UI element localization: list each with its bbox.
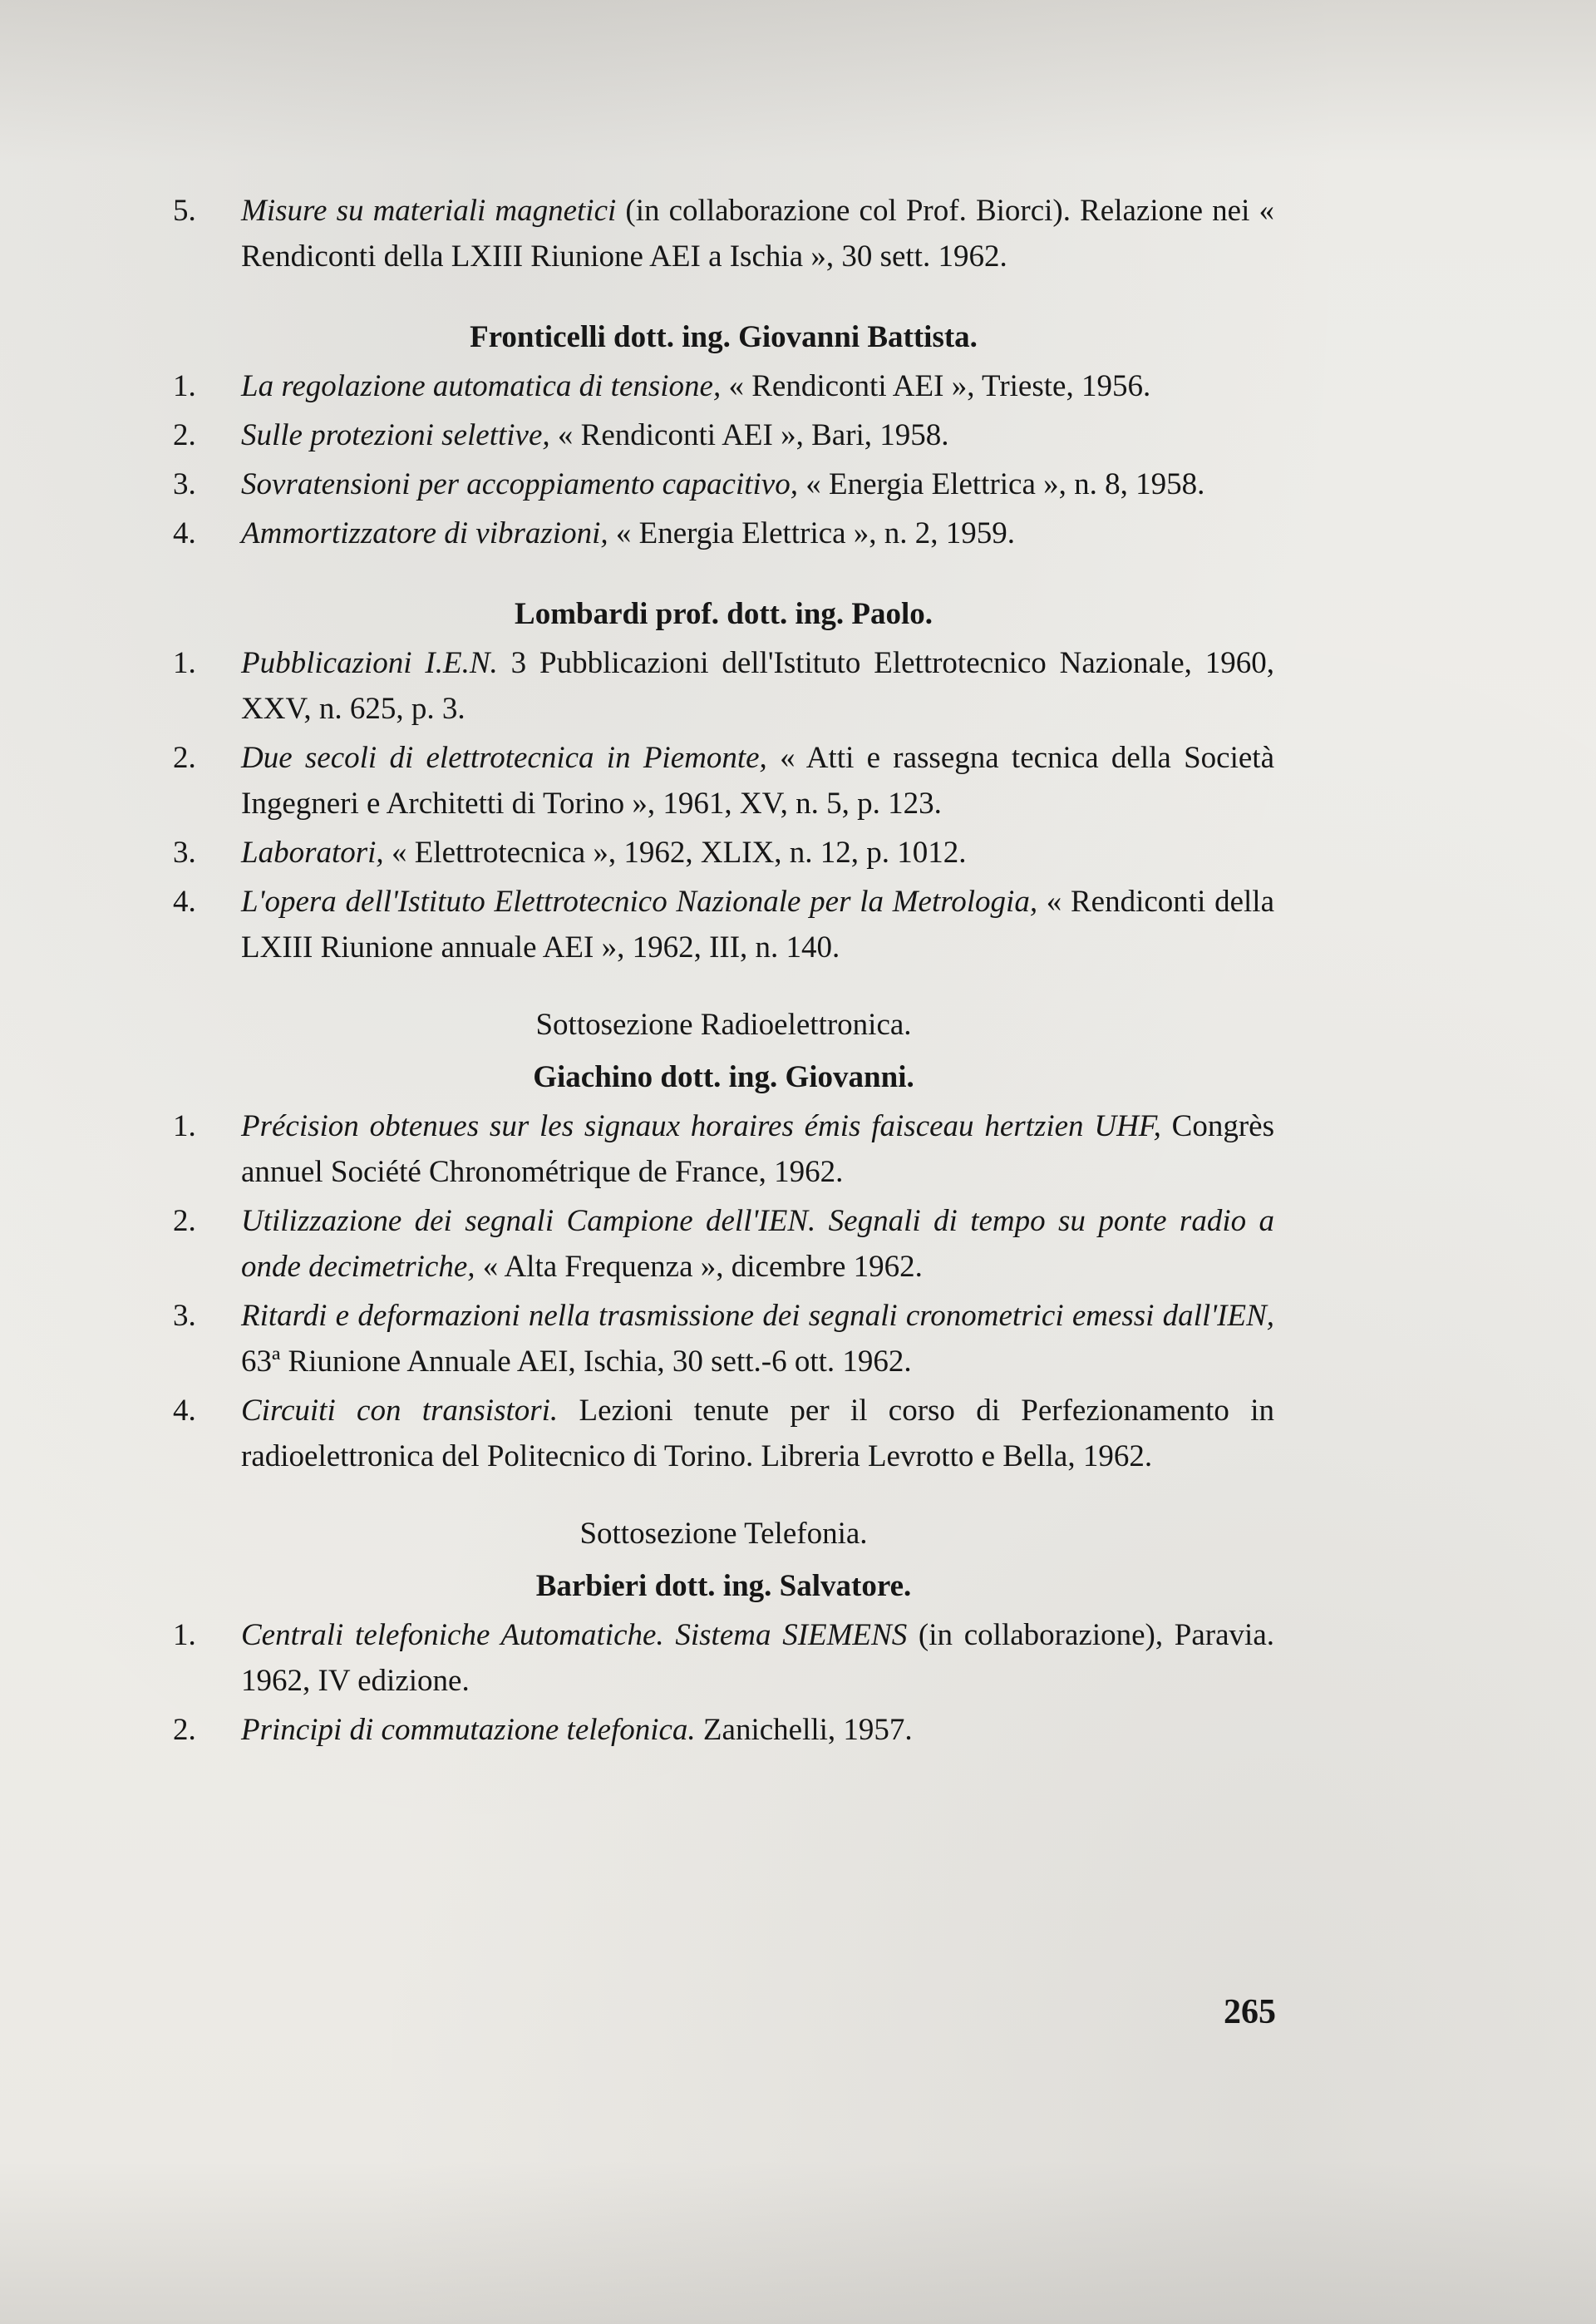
entry-citation: « Atti e rassegna tecnica della Società Ingegneri e Architetti di Torino », 1961, XV, n. 5, p. 123. xyxy=(241,741,1274,821)
entry-number: 2. xyxy=(173,418,196,452)
entry-citation: « Energia Elettrica », n. 8, 1958. xyxy=(797,467,1205,501)
entry-title: Pubblicazioni I.E.N. xyxy=(241,646,498,680)
entry-citation: 63ª Riunione Annuale AEI, Ischia, 30 sett.-6 ott. 1962. xyxy=(241,1345,912,1379)
entry-number: 4. xyxy=(173,516,196,550)
subsection-heading: Sottosezione Telefonia. xyxy=(579,1517,868,1551)
entry-citation: « Rendiconti AEI », Bari, 1958. xyxy=(549,418,949,452)
bibliography-entry xyxy=(173,363,1274,409)
entry-title: Ammortizzatore di vibrazioni, xyxy=(241,516,608,550)
bibliography-entry xyxy=(173,879,1274,970)
entry-citation: Zanichelli, 1957. xyxy=(695,1713,913,1747)
bibliography-entry xyxy=(173,830,1274,876)
entry-title: Utilizzazione dei segnali Campione dell'IEN. Segnali di tempo su ponte radio a onde decimetriche, xyxy=(241,1204,1274,1284)
entry-number: 1. xyxy=(173,369,196,403)
entry-title: Sulle protezioni selettive, xyxy=(241,418,550,452)
entry-citation: « Rendiconti della LXIII Riunione annuale AEI », 1962, III, n. 140. xyxy=(241,885,1274,965)
entry-number: 3. xyxy=(173,467,196,501)
entry-citation: Congrès annuel Société Chronométrique de France, 1962. xyxy=(241,1109,1274,1189)
entry-title: Sovratensioni per accoppiamento capacitivo, xyxy=(241,467,798,501)
entry-number: 4. xyxy=(173,885,196,919)
bibliography-entry xyxy=(173,511,1274,556)
entry-title: L'opera dell'Istituto Elettrotecnico Nazionale per la Metrologia, xyxy=(241,885,1038,919)
entry-title: Circuiti con transistori. xyxy=(241,1394,559,1428)
entry-title: Principi di commutazione telefonica. xyxy=(241,1713,696,1747)
bibliography-entry xyxy=(173,735,1274,826)
page-number: 265 xyxy=(1224,1993,1276,2031)
entry-number: 1. xyxy=(173,646,196,680)
entry-number: 5. xyxy=(173,194,196,228)
bibliography-list xyxy=(173,185,1274,1753)
entry-number: 2. xyxy=(173,741,196,775)
entry-number: 2. xyxy=(173,1204,196,1238)
author-heading: Giachino dott. ing. Giovanni. xyxy=(533,1060,914,1094)
bibliography-entry xyxy=(173,461,1274,507)
entry-number: 3. xyxy=(173,836,196,870)
entry-number: 3. xyxy=(173,1299,196,1333)
entry-title: Laboratori, xyxy=(241,836,384,870)
entry-title: Misure su materiali magnetici xyxy=(241,194,617,228)
entry-number: 4. xyxy=(173,1394,196,1428)
bibliography-entry xyxy=(173,1293,1274,1384)
entry-title: Précision obtenues sur les signaux horaires émis faisceau hertzien UHF, xyxy=(241,1109,1161,1143)
bibliography-entry xyxy=(173,1612,1274,1704)
entry-number: 1. xyxy=(173,1618,196,1652)
bibliography-entry xyxy=(173,188,1274,279)
bibliography-entry xyxy=(173,1103,1274,1195)
entry-title: Centrali telefoniche Automatiche. Sistema SIEMENS xyxy=(241,1618,908,1652)
bibliography-entry xyxy=(173,1198,1274,1290)
bibliography-entry xyxy=(173,412,1274,458)
entry-number: 2. xyxy=(173,1713,196,1747)
entry-citation: « Energia Elettrica », n. 2, 1959. xyxy=(608,516,1016,550)
entry-citation: (in collaborazione), Paravia. 1962, IV edizione. xyxy=(241,1618,1275,1698)
entry-number: 1. xyxy=(173,1109,196,1143)
entry-citation: (in collaborazione col Prof. Biorci). Relazione nei « Rendiconti della LXIII Riunione AEI a Ischia », 30 sett. 1962. xyxy=(241,194,1274,274)
author-heading: Lombardi prof. dott. ing. Paolo. xyxy=(515,597,933,631)
entry-citation: « Elettrotecnica », 1962, XLIX, n. 12, p. 1012. xyxy=(383,836,967,870)
bibliography-entry xyxy=(173,1388,1274,1479)
entry-citation: « Rendiconti AEI », Trieste, 1956. xyxy=(721,369,1151,403)
entry-citation: 3 Pubblicazioni dell'Istituto Elettrotecnico Nazionale, 1960, XXV, n. 625, p. 3. xyxy=(241,646,1274,726)
entry-title: Ritardi e deformazioni nella trasmissione dei segnali cronometrici emessi dall'IEN, xyxy=(241,1299,1274,1333)
author-heading: Barbieri dott. ing. Salvatore. xyxy=(535,1569,912,1603)
entry-citation: « Alta Frequenza », dicembre 1962. xyxy=(475,1250,923,1284)
entry-title: Due secoli di elettrotecnica in Piemonte, xyxy=(241,741,767,775)
bibliography-entry xyxy=(173,640,1274,732)
author-heading: Fronticelli dott. ing. Giovanni Battista. xyxy=(470,320,978,354)
entry-title: La regolazione automatica di tensione, xyxy=(241,369,722,403)
entry-citation: Lezioni tenute per il corso di Perfezionamento in radioelettronica del Politecnico di Torino. Libreria Levrotto e Bella, 1962. xyxy=(241,1394,1274,1473)
bibliography-entry xyxy=(173,1707,1274,1753)
subsection-heading: Sottosezione Radioelettronica. xyxy=(535,1008,912,1042)
